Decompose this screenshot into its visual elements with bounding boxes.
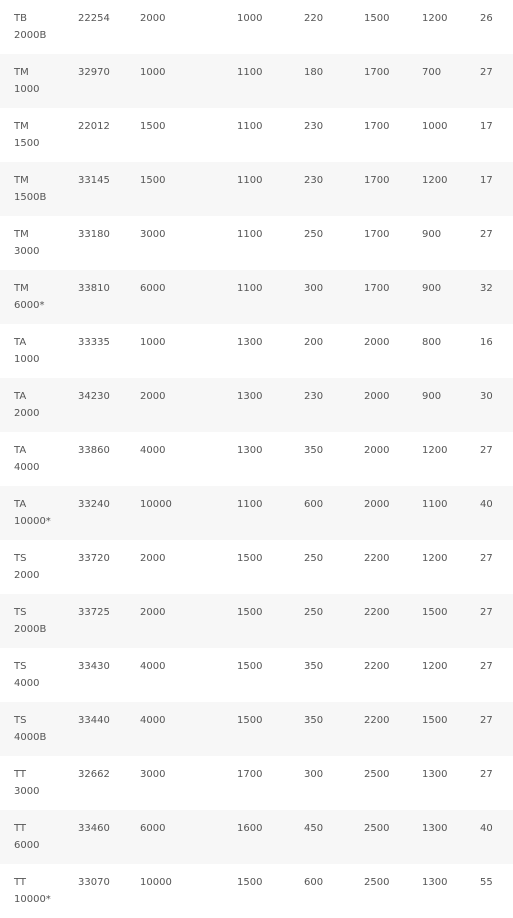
value-cell: 1700 [237,769,263,780]
value-cell: 33430 [78,661,110,672]
model-line: TA [14,337,27,348]
value-cell: 1300 [422,823,448,834]
model-line: TS [14,661,27,672]
model-cell [14,496,51,530]
model-line: TM [14,67,29,78]
value-cell: 1600 [237,823,263,834]
model-cell [14,658,39,692]
model-line: 10000* [14,894,51,905]
value-cell: 27 [480,553,493,564]
model-cell [14,226,39,260]
value-cell: 1100 [237,499,263,510]
model-line: TS [14,607,27,618]
value-cell: 1300 [237,445,263,456]
value-cell: 1200 [422,661,448,672]
model-line: TM [14,121,29,132]
value-cell: 1700 [364,67,390,78]
value-cell: 1500 [237,607,263,618]
model-line: TA [14,499,27,510]
model-cell [14,820,39,854]
value-cell: 34230 [78,391,110,402]
model-cell [14,10,46,44]
value-cell: 33810 [78,283,110,294]
value-cell: 450 [304,823,324,834]
model-line: 6000* [14,300,45,311]
value-cell: 2200 [364,715,390,726]
value-cell: 1200 [422,175,448,186]
value-cell: 1300 [237,337,263,348]
value-cell: 1200 [422,553,448,564]
value-cell: 1500 [422,715,448,726]
value-cell: 33335 [78,337,110,348]
model-line: 4000 [14,678,40,689]
model-line: TS [14,553,27,564]
model-line: 1000 [14,354,40,365]
table-row [0,0,513,54]
model-line: 3000 [14,786,40,797]
value-cell: 33860 [78,445,110,456]
value-cell: 4000 [140,661,166,672]
value-cell: 32 [480,283,493,294]
value-cell: 33070 [78,877,110,888]
value-cell: 1000 [140,67,166,78]
value-cell: 2000 [140,391,166,402]
value-cell: 33180 [78,229,110,240]
table-row [0,54,513,108]
value-cell: 55 [480,877,493,888]
value-cell: 2000 [364,391,390,402]
value-cell: 33145 [78,175,110,186]
table-row [0,216,513,270]
model-line: 4000 [14,462,40,473]
value-cell: 230 [304,121,324,132]
value-cell: 2500 [364,877,390,888]
value-cell: 1000 [237,13,263,24]
value-cell: 2000 [364,337,390,348]
value-cell: 27 [480,67,493,78]
value-cell: 1300 [237,391,263,402]
value-cell: 27 [480,769,493,780]
value-cell: 27 [480,661,493,672]
model-line: TM [14,229,29,240]
value-cell: 6000 [140,283,166,294]
value-cell: 1100 [237,67,263,78]
value-cell: 1500 [237,661,263,672]
table-row [0,486,513,540]
value-cell: 1500 [140,121,166,132]
value-cell: 300 [304,769,324,780]
value-cell: 230 [304,391,324,402]
table-row [0,756,513,810]
model-line: 4000B [14,732,47,743]
value-cell: 40 [480,823,493,834]
value-cell: 300 [304,283,324,294]
table-row [0,864,513,918]
value-cell: 250 [304,607,324,618]
model-line: 6000 [14,840,40,851]
value-cell: 32662 [78,769,110,780]
table-row [0,594,513,648]
value-cell: 230 [304,175,324,186]
model-line: 2000 [14,408,40,419]
table-row [0,108,513,162]
value-cell: 1700 [364,175,390,186]
value-cell: 900 [422,391,442,402]
table-row [0,270,513,324]
value-cell: 1000 [140,337,166,348]
value-cell: 350 [304,445,324,456]
value-cell: 1100 [237,283,263,294]
value-cell: 220 [304,13,324,24]
table-row [0,432,513,486]
table-row [0,324,513,378]
value-cell: 1100 [237,229,263,240]
value-cell: 22012 [78,121,110,132]
table-row [0,162,513,216]
value-cell: 1500 [140,175,166,186]
value-cell: 17 [480,175,493,186]
model-line: TT [14,877,27,888]
value-cell: 1500 [237,877,263,888]
value-cell: 6000 [140,823,166,834]
model-cell [14,874,51,908]
value-cell: 1700 [364,121,390,132]
value-cell: 2000 [140,607,166,618]
model-line: TA [14,445,27,456]
value-cell: 2000 [364,499,390,510]
value-cell: 26 [480,13,493,24]
value-cell: 250 [304,553,324,564]
value-cell: 2500 [364,823,390,834]
model-cell [14,442,39,476]
value-cell: 1200 [422,445,448,456]
value-cell: 16 [480,337,493,348]
value-cell: 33240 [78,499,110,510]
value-cell: 600 [304,499,324,510]
model-line: 3000 [14,246,40,257]
value-cell: 2000 [140,553,166,564]
value-cell: 40 [480,499,493,510]
value-cell: 3000 [140,769,166,780]
value-cell: 1500 [422,607,448,618]
value-cell: 900 [422,283,442,294]
value-cell: 33725 [78,607,110,618]
model-line: 2000B [14,30,47,41]
value-cell: 30 [480,391,493,402]
value-cell: 2200 [364,607,390,618]
value-cell: 4000 [140,445,166,456]
value-cell: 180 [304,67,324,78]
value-cell: 33440 [78,715,110,726]
model-line: 2000 [14,570,40,581]
model-line: TT [14,823,27,834]
value-cell: 1000 [422,121,448,132]
value-cell: 2000 [364,445,390,456]
model-cell [14,388,39,422]
value-cell: 10000 [140,499,172,510]
model-line: 1500B [14,192,47,203]
value-cell: 32970 [78,67,110,78]
value-cell: 3000 [140,229,166,240]
value-cell: 17 [480,121,493,132]
value-cell: 1500 [237,715,263,726]
value-cell: 27 [480,445,493,456]
table-row [0,378,513,432]
value-cell: 33460 [78,823,110,834]
model-cell [14,766,39,800]
model-cell [14,550,39,584]
value-cell: 600 [304,877,324,888]
value-cell: 250 [304,229,324,240]
table-row [0,702,513,756]
model-line: 1000 [14,84,40,95]
model-line: TM [14,283,29,294]
value-cell: 900 [422,229,442,240]
model-cell [14,118,39,152]
value-cell: 350 [304,715,324,726]
value-cell: 1300 [422,877,448,888]
model-line: 2000B [14,624,47,635]
value-cell: 27 [480,229,493,240]
model-cell [14,64,39,98]
model-line: TA [14,391,27,402]
model-cell [14,280,44,314]
value-cell: 700 [422,67,442,78]
model-cell [14,712,46,746]
model-cell [14,604,46,638]
value-cell: 1700 [364,283,390,294]
model-cell [14,172,46,206]
value-cell: 22254 [78,13,110,24]
value-cell: 4000 [140,715,166,726]
table-row [0,540,513,594]
value-cell: 1300 [422,769,448,780]
model-line: TB [14,13,27,24]
value-cell: 200 [304,337,324,348]
value-cell: 2500 [364,769,390,780]
value-cell: 1100 [422,499,448,510]
model-line: 1500 [14,138,40,149]
value-cell: 33720 [78,553,110,564]
model-line: TT [14,769,27,780]
value-cell: 1500 [237,553,263,564]
value-cell: 2200 [364,553,390,564]
value-cell: 2000 [140,13,166,24]
value-cell: 2200 [364,661,390,672]
model-line: TS [14,715,27,726]
model-line: 10000* [14,516,51,527]
table-row [0,648,513,702]
value-cell: 1700 [364,229,390,240]
value-cell: 1100 [237,121,263,132]
value-cell: 800 [422,337,442,348]
model-cell [14,334,39,368]
value-cell: 27 [480,715,493,726]
model-line: TM [14,175,29,186]
value-cell: 350 [304,661,324,672]
value-cell: 10000 [140,877,172,888]
value-cell: 27 [480,607,493,618]
value-cell: 1200 [422,13,448,24]
table-row [0,810,513,864]
value-cell: 1500 [364,13,390,24]
value-cell: 1100 [237,175,263,186]
